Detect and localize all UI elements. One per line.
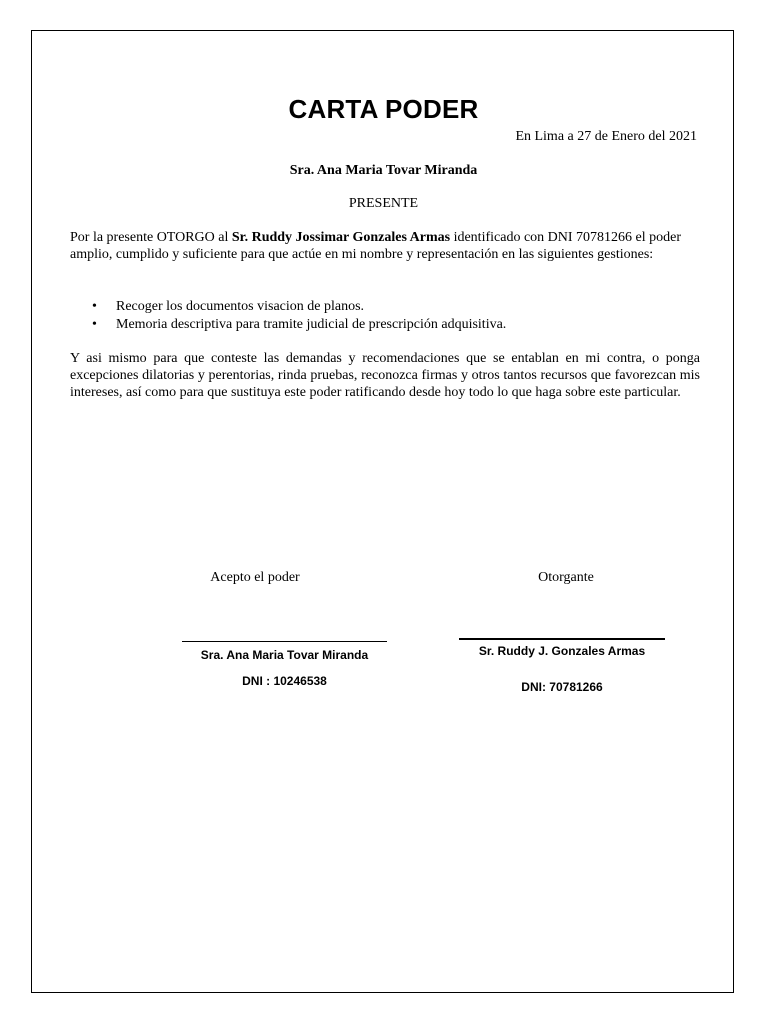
signature-left-name: Sra. Ana Maria Tovar Miranda xyxy=(200,648,369,662)
greeting: PRESENTE xyxy=(348,196,419,211)
signature-right-name: Sr. Ruddy J. Gonzales Armas xyxy=(478,644,646,658)
list-item xyxy=(70,298,700,316)
document-page xyxy=(31,30,734,993)
addressee: Sra. Ana Maria Tovar Miranda xyxy=(289,163,478,178)
document-date: En Lima a 27 de Enero del 2021 xyxy=(515,129,697,144)
signature-right-label: Otorgante xyxy=(538,570,594,585)
grantee-name: Sr. Ruddy Jossimar Gonzales Armas xyxy=(231,230,451,245)
list-item xyxy=(70,316,700,334)
bullet-icon: • xyxy=(92,317,97,332)
signature-line-right xyxy=(459,638,665,640)
closing-paragraph: Y asi mismo para que conteste las demandas y recomendaciones que se entablan en mi contra, o ponga excepciones dilatorias y perentorias, rinda pruebas, reconozca firmas y otros tantos recursos que favorezcan mis intereses, así como para que sustituya este poder ratificando desde hoy todo lo que haga sobre este particular. xyxy=(70,351,700,400)
signature-left-dni: DNI : 10246538 xyxy=(242,674,327,688)
intro-after: identificado con DNI 70781266 el poder amplio, cumplido y suficiente para que actúe en mi nombre y representación en las siguientes gestiones: xyxy=(70,230,682,262)
intro-before: Por la presente OTORGO al xyxy=(70,230,232,245)
intro-paragraph xyxy=(70,230,700,263)
signature-line-left xyxy=(182,641,387,642)
signature-left-label: Acepto el poder xyxy=(210,570,300,585)
list-item-text: Memoria descriptiva para tramite judicial de prescripción adquisitiva. xyxy=(116,317,507,332)
document-title: CARTA PODER xyxy=(288,94,479,124)
gestiones-list xyxy=(70,298,700,334)
signature-right-dni: DNI: 70781266 xyxy=(521,680,603,694)
bullet-icon: • xyxy=(92,299,97,314)
list-item-text: Recoger los documentos visacion de planos. xyxy=(116,299,365,314)
